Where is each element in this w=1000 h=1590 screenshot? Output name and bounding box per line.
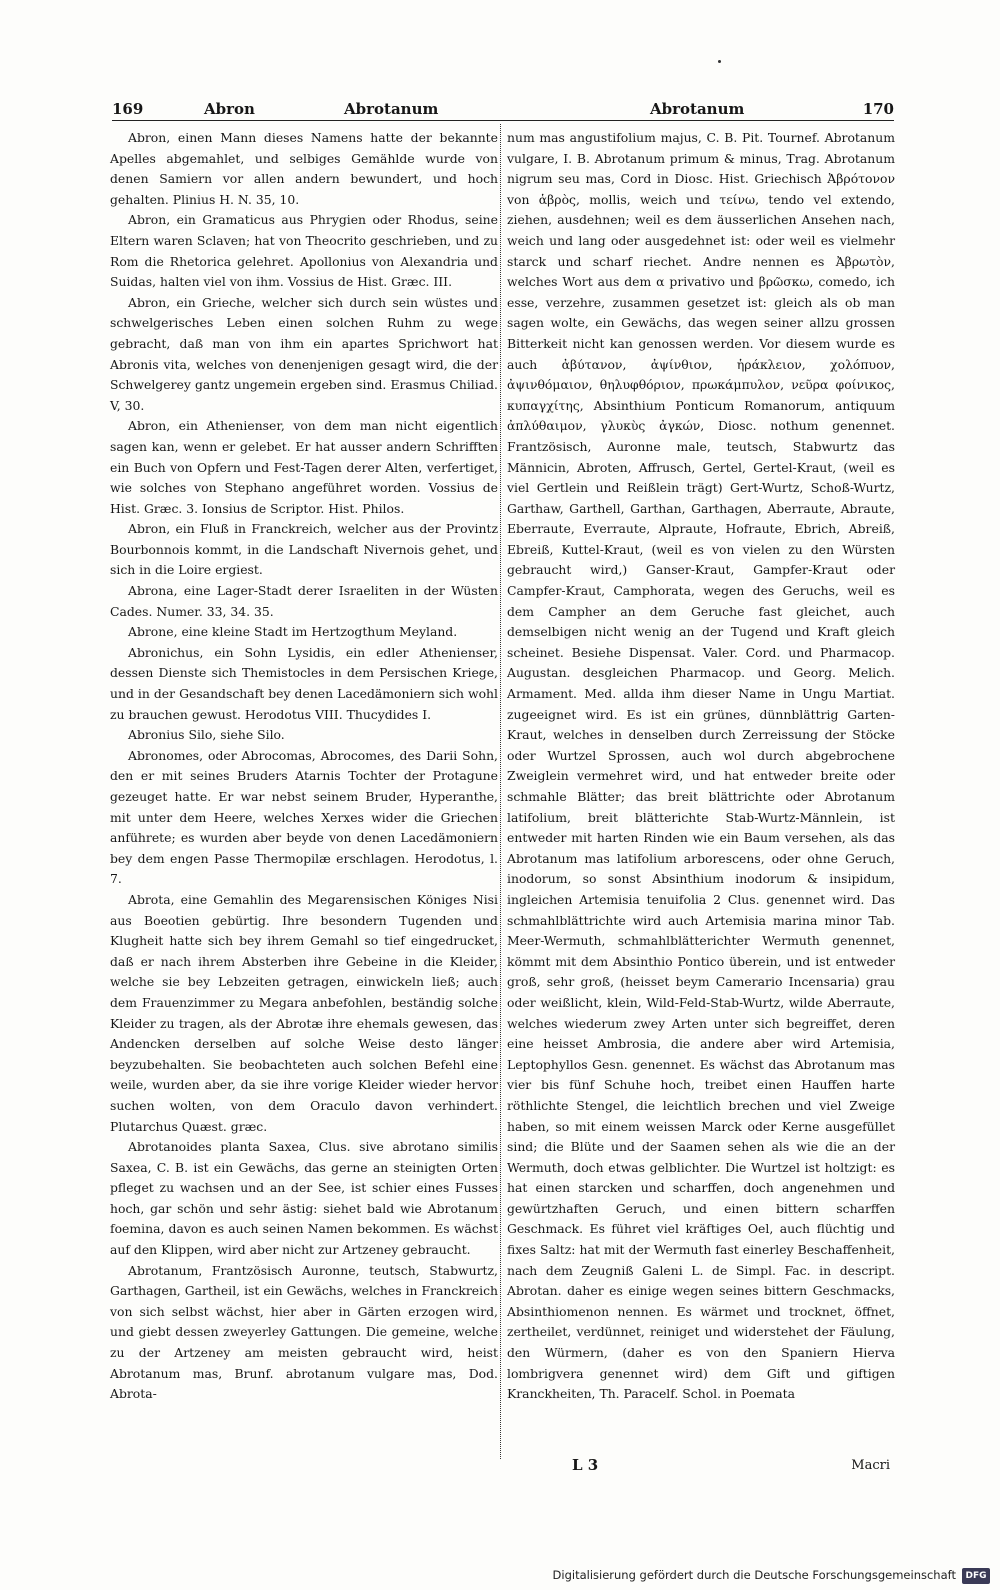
entry-paragraph: Abrotanum, Frantzösisch Auronne, teutsch, Stabwurtz, Garthagen, Gartheil, ist ein Gewächs, welches in Franckreich von sich selbst wächst, hier aber in Gärten erzogen wird, und giebt dessen zweyerley Gattungen. Die gemeine, welche zu der Artzeney am meisten gebraucht wird, heist Abrotanum mas, Brunf. abrotanum vulgare mas, Dod. Abrota- (110, 1262, 498, 1402)
column-divider (500, 124, 501, 1459)
running-header (112, 96, 894, 126)
entry-paragraph: Abrotanoides planta Saxea, Clus. sive abrotano similis Saxea, C. B. ist ein Gewächs, das gerne an steinigten Orten pfleget zu wachsen und an der See, ist schier eines Fusses hoch, gar schön und sehr ästig: siehet bald wie Abrotanum foemina, davon es auch seinen Namen bekommen. Es wächst auf den Klippen, wird aber nicht zur Artzeney gebraucht. (110, 1139, 498, 1258)
headword-left-first: Abron (204, 100, 255, 118)
entry-paragraph: Abronichus, ein Sohn Lysidis, ein edler Athenienser, dessen Dienste sich Themistocles in dem Persischen Kriege, und in der Gesandschaft bey denen Lacedämoniern sich wohl zu brauchen gewust. Herodotus VIII. Thucydides I. (110, 644, 498, 722)
page-number-left: 169 (112, 100, 144, 118)
page-number-right: 170 (862, 100, 894, 118)
entry-paragraph: Abronomes, oder Abrocomas, Abrocomes, des Darii Sohn, den er mit seines Bruders Atarnis Tochter der Protagune gezeuget hatte. Er war nebst seinem Bruder, Hyperanthe, mit unter dem Heere, welches Xerxes wider die Griechen anführete; es wurden aber beyde von denen Lacedämoniern bey dem engen Passe Thermopilæ erschlagen. Herodotus, l. 7. (110, 747, 498, 887)
headword-right: Abrotanum (650, 100, 745, 118)
dfg-logo: DFG (962, 1568, 990, 1584)
entry-paragraph: Abrota, eine Gemahlin des Megarensischen Königes Nisi aus Boeotien gebürtig. Ihre besondern Tugenden und Klugheit hatte sich bey ihrem Gemahl so tief eingedrucket, daß er nach ihrem Absterben ihre Gebeine in die Kleider, welche sie bey Lebzeiten getragen, einwickeln ließ; auch dem Frauenzimmer zu Megara anbefohlen, beständig solche Kleider zu tragen, als der Abrotæ ihre ehemals gewesen, das Andencken derselben auf solche Weise desto länger beyzubehalten. Sie beobachteten auch solchen Befehl eine weile, wurden aber, da sie ihre vorige Kleider wieder hervor suchen wolten, von dem Oraculo davon verhindert. Plutarchus Quæst. græc. (110, 891, 498, 1134)
headword-left-last: Abrotanum (344, 100, 439, 118)
entry-paragraph: Abron, ein Grieche, welcher sich durch sein wüstes und schwelgerisches Leben einen solchen Ruhm zu wege gebracht, daß man von ihm ein apartes Sprichwort hat Abronis vita, welches von denenjenigen gesagt wird, die der Schwelgerey gantz ungemein ergeben sind. Erasmus Chiliad. V, 30. (110, 294, 498, 413)
entry-paragraph: Abron, ein Fluß in Franckreich, welcher aus der Provintz Bourbonnois kommt, in die Landschaft Nivernois gehet, und sich in die Loire ergiest. (110, 521, 498, 578)
entry-paragraph-continued: num mas angustifolium majus, C. B. Pit. Tournef. Abrotanum vulgare, I. B. Abrotanum primum & minus, Trag. Abrotanum nigrum seu mas, Cord in Diosc. Hist. Griechisch Ἀβρότονον von ἁβρὸς, mollis, weich und τείνω, tendo vel extendo, ziehen, ausdehnen; weil es dem äusserlichen Ansehen nach, weich und lang oder ausgedehnet ist: oder weil es vielmehr starck und scharf riechet. Andre nennen es Ἀβρωτὸν, welches Wort aus dem α privativo und βρῶσκω, comedo, ich esse, verzehre, zusammen gesetzet ist: gleich als ob man sagen wolte, ein Gewächs, das wegen seiner allzu grossen Bitterkeit nicht kan genossen werden. Vor diesem wurde es auch ἀβύτανον, ἀψίνθιον, ἡράκλειον, χολόπυον, ἀψινθόμαιον, θηλυφθόριον, πρωκάμπυλον, νεῦρα φοίνικος, κυπαγχίτης, Absinthium Ponticum Romanorum, antiquum ἀπλύθαιμον, γλυκὺς ἀγκών, Diosc. nothum genennet. Frantzösisch, Auronne male, teutsch, Stabwurtz das Männicin, Abroten, Affrusch, Gertel, Gertel-Kraut, (weil es viel Gertlein und Reißlein trägt) Gert-Wurtz, Schoß-Wurtz, Garthaw, Garthell, Garthan, Garthagen, Aberraute, Abraute, Eberraute, Everraute, Alpraute, Hofraute, Ebrich, Abreiß, Ebreiß, Kuttel-Kraut, (weil es von vielen zu den Würsten gebraucht wird,) Ganser-Kraut, Gampfer-Kraut oder Campfer-Kraut, Camphorata, wegen des Geruchs, weil es dem Campher an dem Geruche fast gleichet, auch demselbigen nicht wenig an der Tugend und Kraft gleich scheinet. Besiehe Dispensat. Valer. Cord. und Pharmacop. Augustan. desgleichen Pharmacop. und Georg. Melich. Armament. Med. allda ihm dieser Name in Ungu Martiat. zugeeignet wird. Es ist ein grünes, dünnblättrig Garten-Kraut, welches in denselben durch Zerreissung der Stöcke oder Wurtzel Sprossen, auch wol durch abgebrochene Zweiglein vermehret wird, und hat entweder breite oder schmahle Blätter; das breit blättrichte oder Abrotanum latifolium, breit blätterichte Stab-Wurtz-Männlein, ist entweder mit harten Rinden wie ein Baum versehen, als das Abrotanum mas latifolium arborescens, oder ohne Geruch, inodorum, so sonst Absinthium inodorum & insipidum, ingleichen Artemisia tenuifolia 2 Clus. genennet wird. Das schmahlblättrichte wird auch Artemisia marina minor Tab. Meer-Wermuth, schmahlblätterichter Wermuth genennet, kömmt mit dem Absinthio Pontico überein, und ist entweder groß, sehr groß, (heisset beym Camerario Incensaria) grau oder weißlicht, klein, Wild-Feld-Stab-Wurtz, wilde Aberraute, welches wiederum zwey Arten unter sich begreiffet, deren eine heisset Ambrosia, die andere aber wird Artemisia, Leptophyllos Gesn. genennet. Es wächst das Abrotanum mas vier bis fünf Schuhe hoch, treibet einen Hauffen harte röthlichte Stengel, die leichtlich brechen und viel Zweige haben, so mit einem weissen Marck oder Kerne ausgefüllet sind; die Blüte und der Saamen sehen als wie die an der Wermuth, doch etwas gelblichter. Die Wurtzel ist holtzigt: es hat einen starcken und scharffen, doch angenehmen und gewürtzhaften Geruch, und einen bittern scharffen Geschmack. Es führet viel kräftiges Oel, auch flüchtig und fixes Saltz: hat mit der Wermuth fast einerley Beschaffenheit, nach dem Zeugniß Galeni L. de Simpl. Fac. in descript. Abrotan. daher es einige wegen seines bittern Geschmacks, Absinthiomenon nennen. Es wärmet und trocknet, öffnet, zertheilet, verdünnet, reiniget und widerstehet der Fäulung, den Würmern, (daher es von den Spaniern Hierva lombrigvera genennet wird) dem Gift und giftigen Kranckheiten, Th. Paracelf. Schol. in Poemata (507, 130, 895, 1402)
digitization-credit: Digitalisierung gefördert durch die Deutsche Forschungsgemeinschaft (552, 1568, 956, 1582)
entry-paragraph: Abrone, eine kleine Stadt im Hertzogthum Meyland. (128, 624, 458, 640)
entry-paragraph: Abron, ein Athenienser, von dem man nicht eigentlich sagen kan, wenn er gelebet. Er hat ausser andern Schrifften ein Buch von Opfern und Fest-Tagen derer Alten, verfertiget, wie solches von Stephano angeführet worden. Vossius de Hist. Græc. 3. Ionsius de Scriptor. Hist. Philos. (110, 418, 498, 516)
entry-paragraph: Abronius Silo, siehe Silo. (128, 727, 285, 743)
right-column (507, 128, 895, 1405)
catchword: Macri (851, 1458, 890, 1473)
entry-paragraph: Abron, ein Gramaticus aus Phrygien oder Rhodus, seine Eltern waren Sclaven; hat von Theocrito geschrieben, und zu Rom die Rhetorica gelehret. Apollonius von Alexandria und Suidas, halten viel von ihm. Vossius de Hist. Græc. III. (110, 212, 498, 290)
entry-paragraph: Abron, einen Mann dieses Namens hatte der bekannte Apelles abgemahlet, und selbiges Gemählde wurde von denen Samiern vor allen andern bewundert, und hoch gehalten. Plinius H. N. 35, 10. (110, 130, 498, 207)
signature-mark: L 3 (572, 1456, 599, 1474)
header-rule (112, 120, 894, 121)
left-column (110, 128, 498, 1405)
entry-paragraph: Abrona, eine Lager-Stadt derer Israeliten in der Wüsten Cades. Numer. 33, 34. 35. (110, 583, 498, 619)
scan-speck (718, 60, 721, 63)
